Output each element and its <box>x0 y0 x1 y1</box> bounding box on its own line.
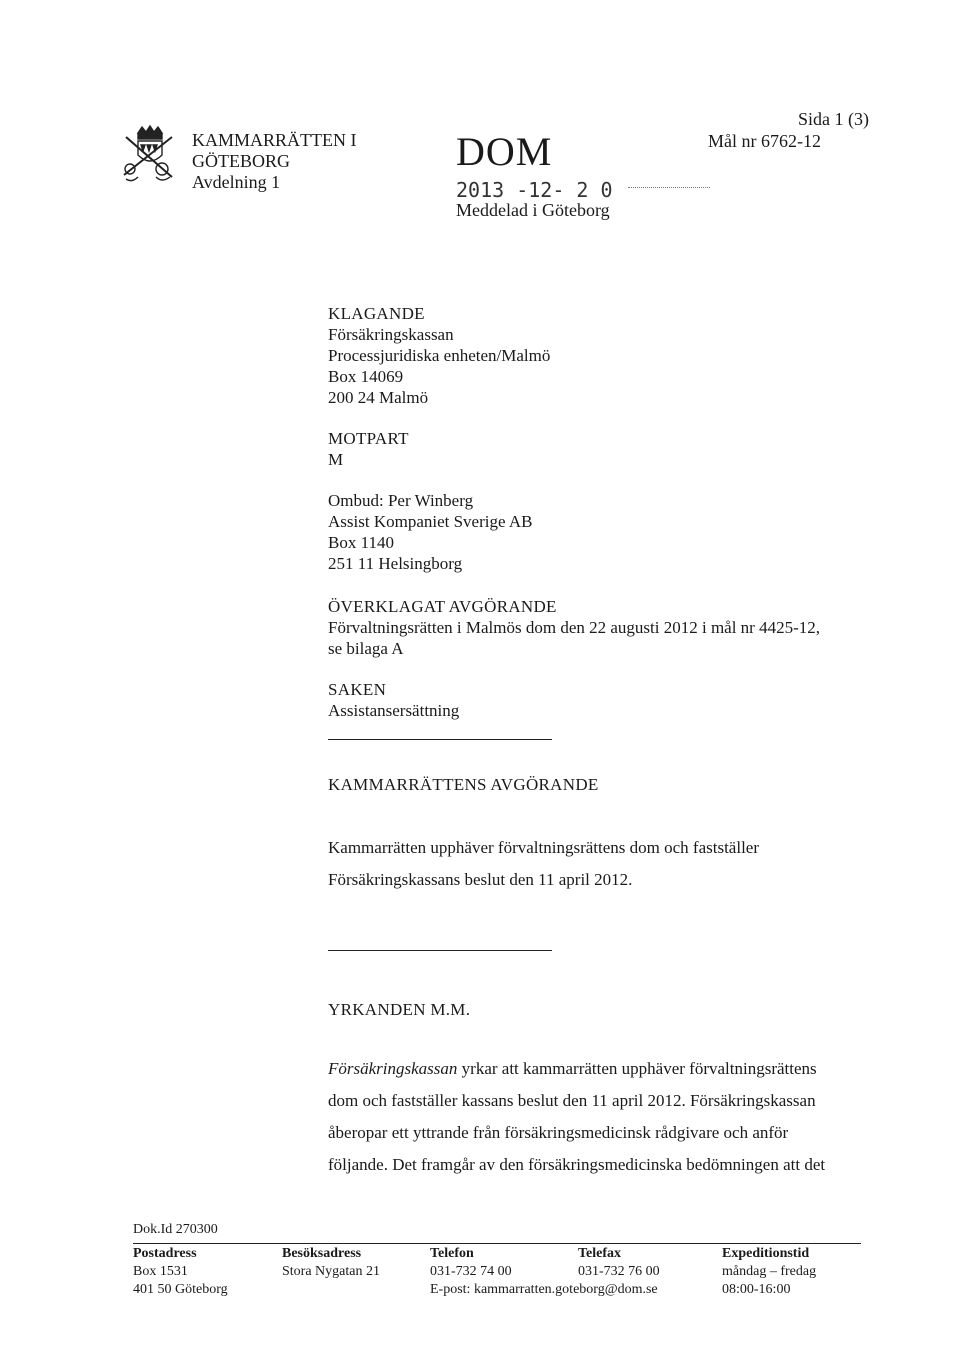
klagande-section <box>328 303 550 408</box>
ombud-line: Assist Kompaniet Sverige AB <box>328 512 533 531</box>
ombud-line: Box 1140 <box>328 533 394 552</box>
yrkanden-line <box>328 1053 825 1085</box>
document-id: Dok.Id 270300 <box>133 1222 218 1237</box>
ombud-line: Ombud: Per Winberg <box>328 491 474 510</box>
ombud-line: 251 11 Helsingborg <box>328 554 463 573</box>
court-name-block <box>192 130 357 193</box>
court-name-line2: GÖTEBORG <box>192 151 290 171</box>
expeditionstid-line: 08:00-16:00 <box>722 1282 791 1297</box>
ombud-section <box>328 490 532 574</box>
avgorande-heading-wrap <box>328 774 599 795</box>
yrkanden-heading: YRKANDEN M.M. <box>328 1000 471 1019</box>
footer-rule <box>133 1243 861 1244</box>
saken-text: Assistansersättning <box>328 701 460 720</box>
issued-location: Meddelad i Göteborg <box>456 200 610 220</box>
overklagat-line: se bilaga A <box>328 639 404 658</box>
postadress-line: Box 1531 <box>133 1264 188 1279</box>
case-number: Mål nr 6762-12 <box>708 131 821 151</box>
epost-value: E-post: kammarratten.goteborg@dom.se <box>430 1282 658 1297</box>
klagande-line: Processjuridiska enheten/Malmö <box>328 346 551 365</box>
motpart-name: M <box>328 450 344 469</box>
yrkanden-heading-wrap <box>328 999 470 1020</box>
expeditionstid-label: Expeditionstid <box>722 1246 810 1261</box>
motpart-section <box>328 428 409 470</box>
stamp-dotted-line <box>628 187 710 188</box>
document-type-title: DOM <box>456 129 553 174</box>
yrkanden-line: dom och fastställer kassans beslut den 11 april 2012. Försäkringskassan <box>328 1091 816 1110</box>
klagande-heading: KLAGANDE <box>328 304 425 323</box>
avgorande-text <box>328 832 759 896</box>
section-divider <box>328 739 552 740</box>
section-divider <box>328 950 552 951</box>
overklagat-heading: ÖVERKLAGAT AVGÖRANDE <box>328 597 557 616</box>
expeditionstid-line: måndag – fredag <box>722 1264 817 1279</box>
klagande-line: 200 24 Malmö <box>328 388 429 407</box>
avgorande-heading: KAMMARRÄTTENS AVGÖRANDE <box>328 775 599 794</box>
yrkanden-line: följande. Det framgår av den försäkringsmedicinska bedömningen att det <box>328 1155 826 1174</box>
yrkanden-text <box>328 1053 825 1181</box>
telefon-label: Telefon <box>430 1246 474 1261</box>
klagande-line: Box 14069 <box>328 367 404 386</box>
besoksadress-label: Besöksadress <box>282 1246 362 1261</box>
besoksadress-value: Stora Nygatan 21 <box>282 1264 380 1279</box>
footer-expeditionstid <box>722 1245 816 1299</box>
telefon-value: 031-732 74 00 <box>430 1264 512 1279</box>
motpart-heading: MOTPART <box>328 429 409 448</box>
court-name-line1: KAMMARRÄTTEN I <box>192 130 357 150</box>
date-stamp: 2013 -12- 2 0 <box>456 178 613 202</box>
overklagat-section <box>328 596 820 659</box>
party-name: Försäkringskassan <box>328 1059 458 1078</box>
telefax-label: Telefax <box>578 1246 622 1261</box>
court-coat-of-arms-logo <box>116 123 182 187</box>
page-number: Sida 1 (3) <box>798 109 869 129</box>
klagande-line: Försäkringskassan <box>328 325 454 344</box>
telefax-value: 031-732 76 00 <box>578 1264 660 1279</box>
footer-besoksadress <box>282 1245 380 1281</box>
footer-postadress <box>133 1245 228 1299</box>
overklagat-line: Förvaltningsrätten i Malmös dom den 22 augusti 2012 i mål nr 4425-12, <box>328 618 821 637</box>
postadress-line: 401 50 Göteborg <box>133 1282 228 1297</box>
postadress-label: Postadress <box>133 1246 197 1261</box>
avgorande-line: Kammarrätten upphäver förvaltningsrättens dom och fastställer <box>328 838 759 857</box>
avgorande-line: Försäkringskassans beslut den 11 april 2012. <box>328 870 633 889</box>
saken-heading: SAKEN <box>328 680 387 699</box>
saken-section <box>328 679 459 721</box>
yrkanden-line: åberopar ett yttrande från försäkringsmedicinsk rådgivare och anför <box>328 1123 789 1142</box>
division: Avdelning 1 <box>192 172 281 192</box>
footer-telefax <box>578 1245 660 1281</box>
yrkanden-first-line-rest: yrkar att kammarrätten upphäver förvaltningsrättens <box>457 1059 817 1078</box>
